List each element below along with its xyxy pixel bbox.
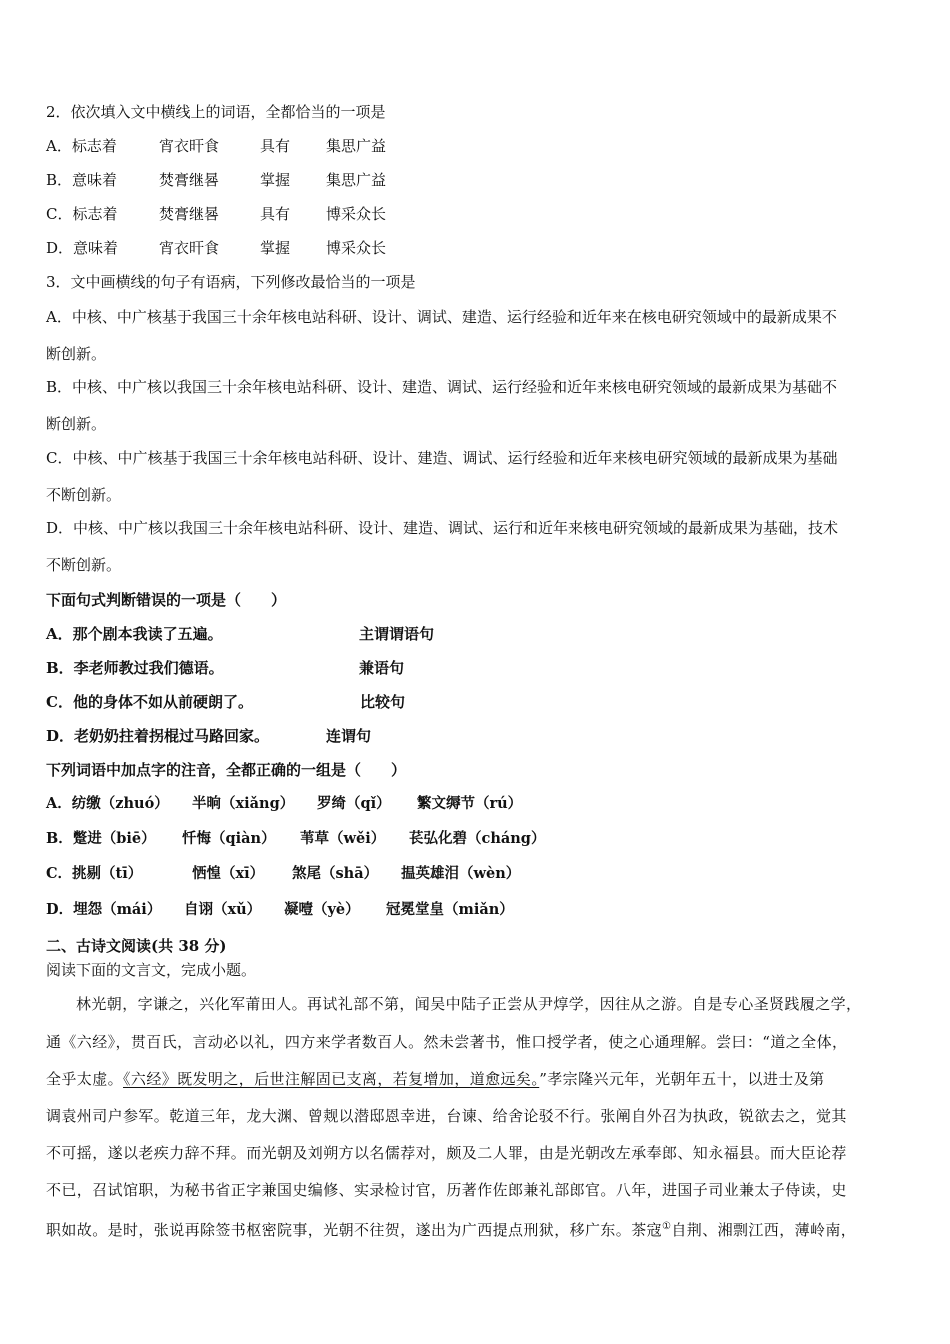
passage-line-3 bbox=[46, 1069, 825, 1089]
passage-line-5: 不可摇，遂以老疾力辞不拜。而光朝及刘朔方以名儒荐对，颇及二人罪，由是光朝改左承奉郎、知永福县。而大臣论荐 bbox=[46, 1144, 847, 1162]
q5-d-word2: 自诩（xǔ） bbox=[184, 901, 262, 918]
q2-c-word2: 焚膏继晷 bbox=[159, 205, 220, 223]
q3-option-c-line1[interactable]: C．中核、中广核基于我国三十余年核电站科研、设计、建造、调试、运行经验和近年来核电研究领域的最新成果为基础 bbox=[46, 449, 838, 467]
q5-b-word4: 苌弘化碧（cháng） bbox=[409, 830, 546, 847]
passage-line-7-start: 职如故。是时，张说再除签书枢密院事，光朝不往贺，遂出为广西提点刑狱，移广东。茶寇 bbox=[46, 1221, 663, 1239]
q2-option-a[interactable] bbox=[46, 136, 386, 156]
q4-option-d[interactable] bbox=[46, 726, 371, 746]
q3-option-b-line2[interactable]: 断创新。 bbox=[46, 415, 107, 433]
q2-a-word2: 宵衣旰食 bbox=[159, 137, 220, 155]
q4-d-sentence: D．老奶奶拄着拐棍过马路回家。 bbox=[46, 727, 270, 745]
q3-stem: 3．文中画横线的句子有语病，下列修改最恰当的一项是 bbox=[46, 273, 416, 291]
q5-a-word3: 罗绮（qǐ） bbox=[317, 795, 391, 812]
q3-option-d-line2[interactable]: 不断创新。 bbox=[46, 556, 122, 574]
passage-line-3-end: ”孝宗隆兴元年，光朝年五十，以进士及第 bbox=[539, 1070, 825, 1088]
footnote-marker[interactable]: ① bbox=[662, 1221, 672, 1232]
q2-option-c[interactable] bbox=[46, 204, 386, 224]
q4-c-sentence: C．他的身体不如从前硬朗了。 bbox=[46, 693, 253, 711]
q2-a-word3: 具有 bbox=[260, 137, 291, 155]
q5-d-word1: D．埋怨（mái） bbox=[46, 901, 162, 918]
q4-a-type: 主谓谓语句 bbox=[359, 625, 435, 643]
passage-line-4: 调袁州司户参军。乾道三年，龙大渊、曾觌以潜邸恩幸进，台谏、给舍论驳不行。张阐自外召为执政，锐欲去之，觉其 bbox=[46, 1107, 847, 1125]
passage-line-7 bbox=[46, 1217, 856, 1240]
underlined-sentence: 《六经》既发明之，后世注解固已支离，若复增加，道愈远矣。 bbox=[123, 1070, 540, 1088]
section2-title: 二、古诗文阅读(共 38 分) bbox=[46, 937, 227, 955]
passage-line-6: 不已，召试馆职，为秘书省正字兼国史编修、实录检讨官，历著作佐郎兼礼部郎官。八年，进国子司业兼太子侍读，史 bbox=[46, 1181, 847, 1199]
q5-option-c[interactable] bbox=[46, 864, 520, 884]
q2-option-d[interactable] bbox=[46, 238, 386, 258]
q2-option-b[interactable] bbox=[46, 170, 386, 190]
q5-c-word2: 恓惶（xī） bbox=[192, 865, 265, 882]
q5-b-word1: B．蹩进（biē） bbox=[46, 830, 156, 847]
q4-b-type: 兼语句 bbox=[359, 659, 405, 677]
section2-instruction: 阅读下面的文言文，完成小题。 bbox=[46, 961, 257, 979]
q2-b-word2: 焚膏继晷 bbox=[159, 171, 220, 189]
q3-option-d-line1[interactable]: D．中核、中广核以我国三十余年核电站科研、设计、建造、调试、运行和近年来核电研究领域的最新成果为基础，技术 bbox=[46, 519, 839, 537]
passage-line-7-end: 自荆、湘剽江西，薄岭南， bbox=[671, 1221, 857, 1239]
passage-line-1: 林光朝，字谦之，兴化军莆田人。再试礼部不第，闻吴中陆子正尝从尹焞学，因往从之游。自是专心圣贤践履之学， bbox=[76, 995, 862, 1013]
q2-d-word3: 掌握 bbox=[260, 239, 291, 257]
q4-c-type: 比较句 bbox=[360, 693, 406, 711]
q3-option-a-line2[interactable]: 断创新。 bbox=[46, 345, 107, 363]
q2-a-word1: A．标志着 bbox=[46, 137, 117, 155]
q4-option-c[interactable] bbox=[46, 692, 405, 712]
passage-line-2: 通《六经》，贯百氏，言动必以礼，四方来学者数百人。然未尝著书，惟口授学者，使之心通理解。尝曰：“道之全体， bbox=[46, 1033, 848, 1051]
q2-d-word1: D．意味着 bbox=[46, 239, 119, 257]
q5-d-word4: 冠冕堂皇（miǎn） bbox=[386, 901, 514, 918]
q4-stem: 下面句式判断错误的一项是（ ） bbox=[46, 591, 287, 609]
q5-a-word1: A．纺缴（zhuó） bbox=[46, 795, 169, 812]
q5-d-word3: 凝噎（yè） bbox=[284, 901, 360, 918]
q3-option-c-line2[interactable]: 不断创新。 bbox=[46, 486, 122, 504]
q2-b-word1: B．意味着 bbox=[46, 171, 118, 189]
q5-option-d[interactable] bbox=[46, 900, 514, 920]
q5-b-word3: 苇草（wěi） bbox=[300, 830, 386, 847]
q5-option-a[interactable] bbox=[46, 794, 522, 814]
q5-a-word2: 半晌（xiǎng） bbox=[192, 795, 295, 812]
q3-option-a-line1[interactable]: A．中核、中广核基于我国三十余年核电站科研、设计、调试、建造、运行经验和近年来在核电研究领域中的最新成果不 bbox=[46, 308, 837, 326]
q2-a-word4: 集思广益 bbox=[326, 137, 387, 155]
q2-d-word2: 宵衣旰食 bbox=[159, 239, 220, 257]
q2-stem: 2．依次填入文中横线上的词语，全都恰当的一项是 bbox=[46, 103, 386, 121]
q5-b-word2: 忏悔（qiàn） bbox=[182, 830, 276, 847]
q5-c-word1: C．挑剔（tī） bbox=[46, 865, 143, 882]
q5-c-word4: 揾英雄泪（wèn） bbox=[401, 865, 521, 882]
q2-c-word3: 具有 bbox=[260, 205, 291, 223]
q2-c-word1: C．标志着 bbox=[46, 205, 118, 223]
q2-b-word4: 集思广益 bbox=[326, 171, 387, 189]
q2-c-word4: 博采众长 bbox=[326, 205, 387, 223]
q5-option-b[interactable] bbox=[46, 829, 545, 849]
q5-c-word3: 煞尾（shā） bbox=[292, 865, 379, 882]
q5-stem: 下列词语中加点字的注音，全都正确的一组是（ ） bbox=[46, 761, 407, 779]
q4-a-sentence: A．那个剧本我读了五遍。 bbox=[46, 625, 223, 643]
q4-b-sentence: B．李老师教过我们德语。 bbox=[46, 659, 224, 677]
q4-option-a[interactable] bbox=[46, 624, 434, 644]
q2-d-word4: 博采众长 bbox=[326, 239, 387, 257]
q4-option-b[interactable] bbox=[46, 658, 404, 678]
q2-b-word3: 掌握 bbox=[260, 171, 291, 189]
passage-line-3-start: 全乎太虚。 bbox=[46, 1070, 124, 1088]
q3-option-b-line1[interactable]: B．中核、中广核以我国三十余年核电站科研、设计、建造、调试、运行经验和近年来核电研究领域的最新成果为基础不 bbox=[46, 378, 838, 396]
q4-d-type: 连谓句 bbox=[326, 727, 372, 745]
q5-a-word4: 繁文缛节（rú） bbox=[417, 795, 523, 812]
